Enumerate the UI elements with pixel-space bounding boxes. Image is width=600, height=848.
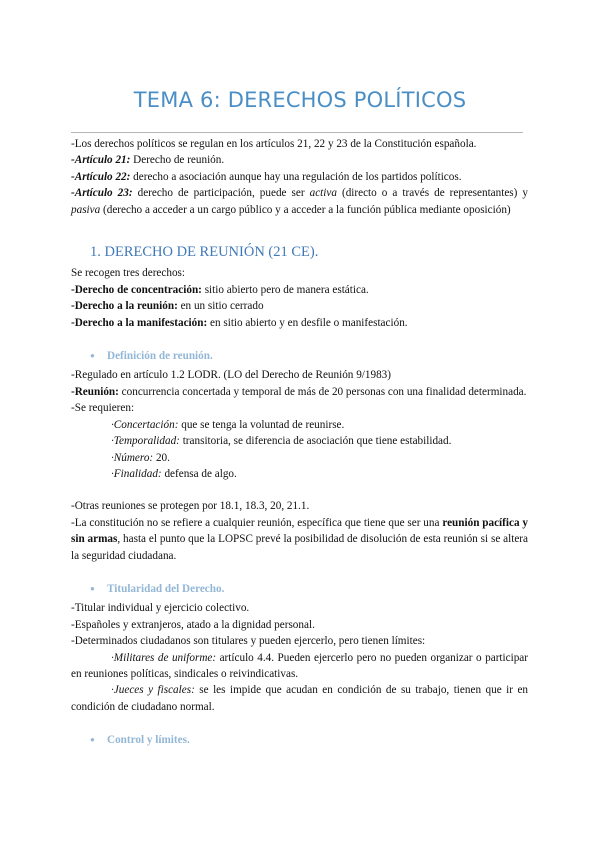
term-activa: activa [309,187,337,200]
limite-text: se les impide que acudan en condición de su trabajo, tienen que ir en condición de ciudadano normal. [71,684,529,713]
right-reunion [71,298,528,314]
requisito-label: ·Concertación: [111,418,179,431]
requisito-temporalidad [71,433,528,449]
article-21-text: Derecho de reunión. [130,154,225,167]
article-22-text: derecho a asociación aunque hay una regulación de los partidos políticos. [130,170,462,183]
titularidad-line: -Determinados ciudadanos son titulares y pueden ejercerlo, pero tienen límites: [71,635,426,648]
term-label: -Reunión: [71,385,119,398]
right-label: -Derecho a la reunión: [71,300,178,313]
requisito-text: defensa de algo. [161,467,237,480]
limite-jueces [71,682,528,715]
paragraph-text: , hasta el punto que la LOPSC prevé la posibilidad de disolución de esta reunión si se altera la seguridad ciudadana. [71,533,528,562]
titularidad-line: -Españoles y extranjeros, atado a la dignidad personal. [71,618,315,631]
right-manifestacion [71,315,528,331]
definicion-reunion [71,384,528,400]
right-text: en un sitio cerrado [177,300,264,313]
article-23 [71,185,528,218]
right-text: sitio abierto pero de manera estática. [201,283,369,296]
bullet-icon: ● [90,351,95,361]
article-22 [71,169,528,185]
article-23-text: (derecho a acceder a un cargo público y a acceder a la función pública mediante oposición) [100,203,511,216]
requisito-numero [71,450,528,466]
limite-text: artículo 4.4. Pueden ejercerlo pero no pueden organizar o participar en reuniones políticas, sindicales o reivindicativas. [71,651,528,680]
right-concentracion [71,282,528,298]
subheading-control [90,732,528,748]
definicion-line: -Regulado en artículo 1.2 LODR. (LO del Derecho de Reunión 9/1983) [71,369,392,382]
article-23-text: (directo o a través de representantes) y [336,187,528,200]
intro-line: -Los derechos políticos se regulan en los artículos 21, 22 y 23 de la Constitución española. [71,138,477,150]
requisito-text: transitoria, se diferencia de asociación que tiene estabilidad. [179,435,452,448]
section-intro: Se recogen tres derechos: [71,267,185,280]
article-23-text: derecho de participación, puede ser [132,187,310,200]
article-21 [71,152,528,168]
limite-label: ·Jueces y fiscales: [111,684,195,697]
requisito-text: 20. [153,451,170,464]
term-pasiva: pasiva [71,203,101,216]
right-text: en sitio abierto y en desfile o manifestación. [207,316,408,329]
limite-label: ·Militares de uniforme: [111,651,217,664]
spacer [71,482,528,498]
bullet-icon: ● [90,735,95,745]
bullet-icon: ● [90,583,95,593]
subheading-text: Titularidad del Derecho. [107,582,225,595]
section-heading-derecho-reunion: 1. DERECHO DE REUNIÓN (21 CE). [90,244,319,261]
requisito-finalidad [71,466,528,482]
requisito-text: que se tenga la voluntad de reunirse. [178,418,345,431]
right-label: -Derecho a la manifestación: [71,316,208,329]
titularidad-line: -Titular individual y ejercicio colectivo. [71,602,250,615]
article-21-label: -Artículo 21: [71,154,131,167]
subheading-text: Control y límites. [107,734,190,747]
requisito-label: ·Finalidad: [111,467,162,480]
article-22-label: -Artículo 22: [71,170,131,183]
subheading-definicion [90,348,528,364]
article-23-label: -Artículo 23: [71,187,133,200]
otras-reuniones: -Otras reuniones se protegen por 18.1, 18.3, 20, 21.1. [71,500,310,513]
requisito-label: ·Temporalidad: [111,435,180,448]
constitucion-reunion [71,515,528,564]
requisito-label: ·Número: [111,451,154,464]
term-text: concurrencia concertada y temporal de más de 20 personas con una finalidad determinada. [118,385,527,398]
page-title: TEMA 6: DERECHOS POLÍTICOS [133,88,467,112]
title-divider [71,132,523,133]
requisitos-intro: -Se requieren: [71,402,135,415]
limite-militares [71,650,528,683]
requisito-concertacion [71,417,528,433]
subheading-text: Definición de reunión. [107,350,213,363]
paragraph-text: -La constitución no se refiere a cualquier reunión, específica que tiene que ser una [71,516,443,529]
subheading-titularidad [90,581,528,597]
emphasis-text: reunión pacífica y sin armas [71,516,529,546]
right-label: -Derecho de concentración: [71,283,202,296]
document-body [71,136,528,752]
